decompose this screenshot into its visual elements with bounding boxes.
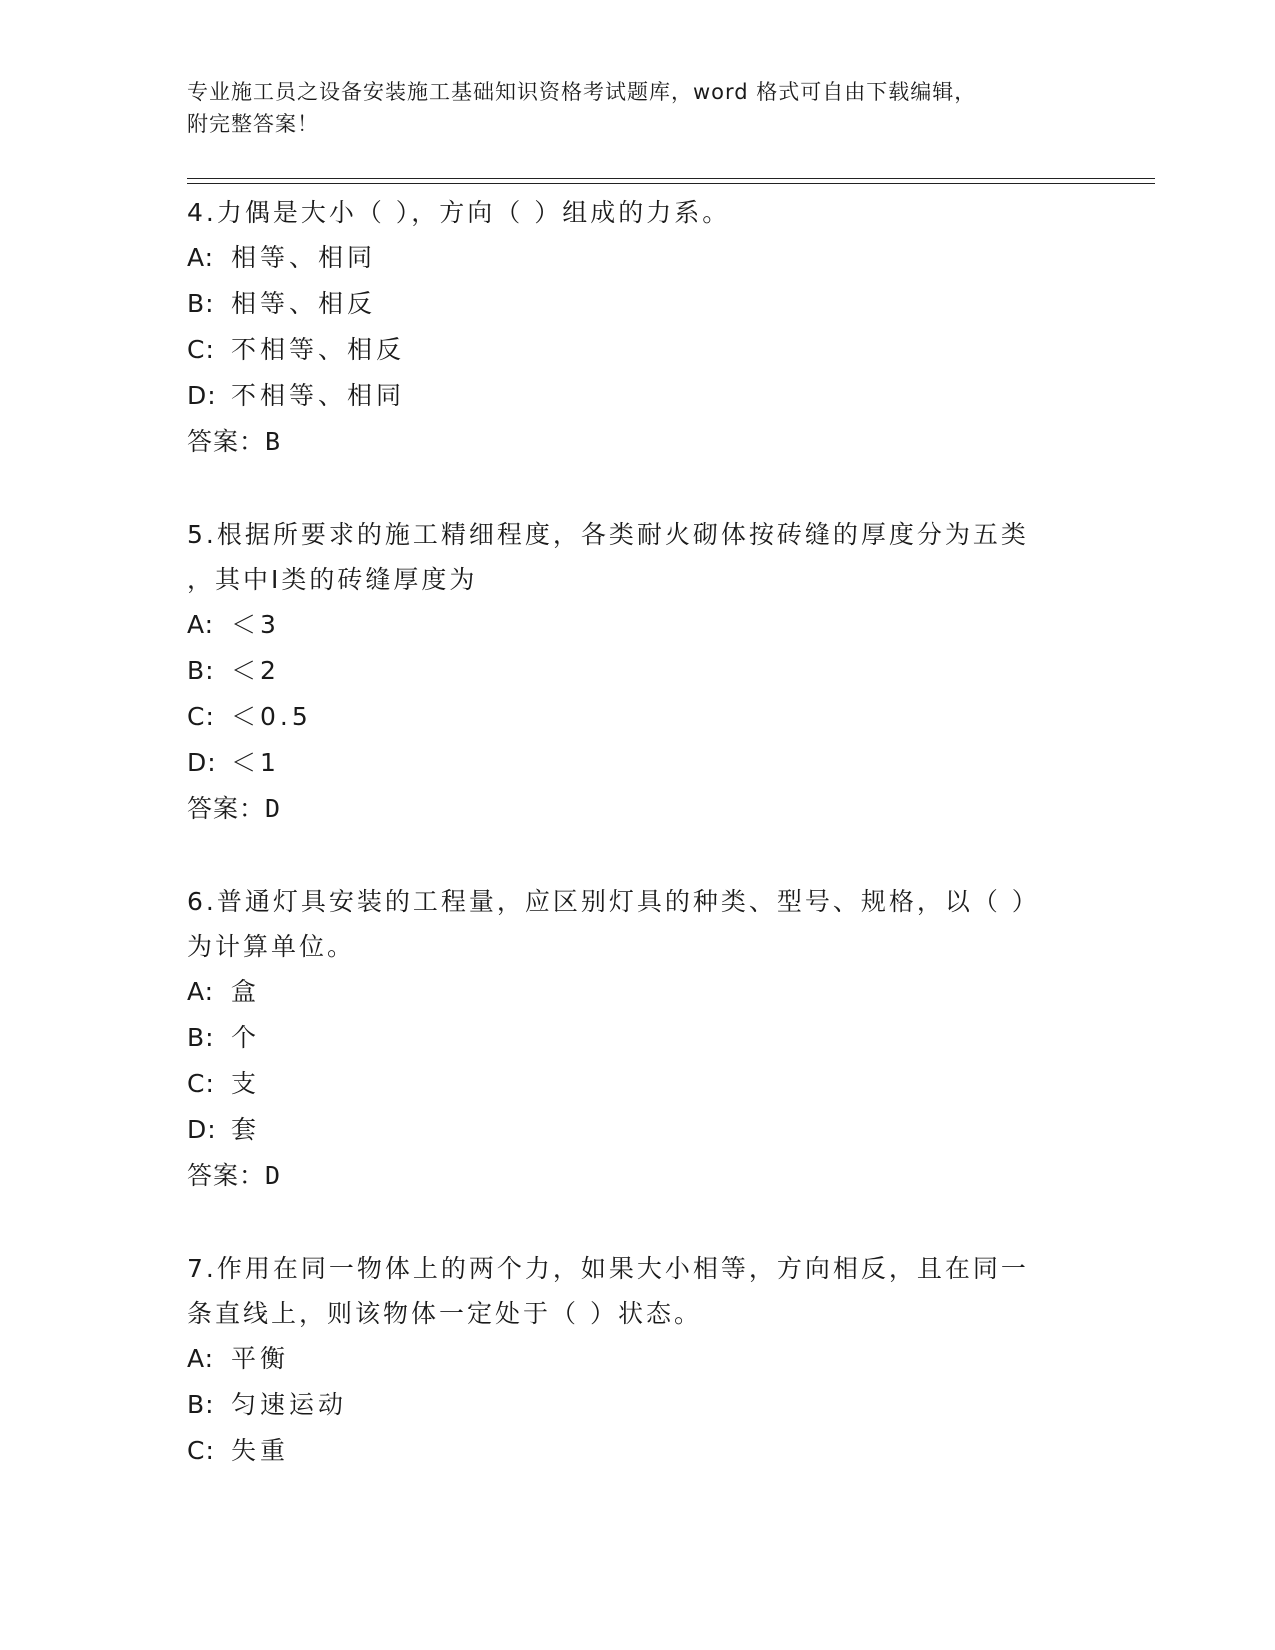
option-text: 不相等、相反	[231, 335, 406, 364]
option-c	[187, 1061, 1087, 1107]
option-d	[187, 1107, 1087, 1153]
option-text: 匀速运动	[231, 1390, 348, 1419]
option-key: B:	[187, 656, 215, 685]
option-key: A:	[187, 1344, 215, 1373]
header-line-1: 专业施工员之设备安装施工基础知识资格考试题库，word 格式可自由下载编辑，	[187, 80, 977, 104]
option-text: 套	[231, 1115, 261, 1144]
answer-value: B	[265, 427, 282, 456]
option-text: ＜0.5	[231, 702, 312, 731]
option-key: D:	[187, 1115, 217, 1144]
option-key: B:	[187, 1023, 215, 1052]
option-c	[187, 327, 1087, 373]
question-5	[187, 512, 1087, 832]
document-header	[187, 76, 1067, 140]
option-key: A:	[187, 977, 215, 1006]
header-divider-top	[187, 178, 1155, 179]
option-text: 平衡	[231, 1344, 290, 1373]
question-line: 6.普通灯具安装的工程量，应区别灯具的种类、型号、规格，以（ ）	[187, 887, 1040, 916]
option-a	[187, 602, 1087, 648]
option-text: 不相等、相同	[231, 381, 406, 410]
answer-label: 答案：	[187, 427, 266, 456]
question-line: 条直线上，则该物体一定处于（ ）状态。	[187, 1299, 702, 1328]
question-line: 4.力偶是大小（ ），方向（ ）组成的力系。	[187, 198, 731, 227]
question-line: 7.作用在同一物体上的两个力，如果大小相等，方向相反，且在同一	[187, 1254, 1029, 1283]
option-key: C:	[187, 335, 215, 364]
question-4	[187, 190, 1087, 465]
question-line: 为计算单位。	[187, 932, 356, 961]
option-b	[187, 648, 1087, 694]
option-text: 个	[231, 1023, 261, 1052]
option-b	[187, 281, 1087, 327]
header-divider-bottom	[187, 183, 1155, 184]
option-b	[187, 1382, 1087, 1428]
option-key: A:	[187, 243, 215, 272]
option-text: ＜2	[231, 656, 280, 685]
question-7	[187, 1246, 1087, 1474]
header-line-2: 附完整答案！	[187, 112, 319, 136]
question-list	[187, 190, 1087, 1521]
answer-value: D	[265, 1161, 282, 1190]
option-key: C:	[187, 1436, 215, 1465]
option-key: B:	[187, 289, 215, 318]
option-text: 盒	[231, 977, 261, 1006]
option-key: A:	[187, 610, 215, 639]
option-text: 支	[231, 1069, 261, 1098]
question-text	[187, 1246, 1087, 1336]
option-c	[187, 1428, 1087, 1474]
option-b	[187, 1015, 1087, 1061]
answer-label: 答案：	[187, 794, 266, 823]
answer-line	[187, 419, 1087, 465]
question-text	[187, 879, 1087, 969]
option-text: 失重	[231, 1436, 290, 1465]
option-a	[187, 969, 1087, 1015]
option-d	[187, 740, 1087, 786]
answer-label: 答案：	[187, 1161, 266, 1190]
option-key: C:	[187, 1069, 215, 1098]
question-line: 5.根据所要求的施工精细程度，各类耐火砌体按砖缝的厚度分为五类	[187, 520, 1029, 549]
question-text	[187, 512, 1087, 602]
option-key: D:	[187, 381, 217, 410]
option-key: B:	[187, 1390, 215, 1419]
answer-line	[187, 786, 1087, 832]
question-text	[187, 190, 1087, 235]
question-line: ，其中Ⅰ类的砖缝厚度为	[187, 565, 478, 594]
option-a	[187, 235, 1087, 281]
answer-line	[187, 1153, 1087, 1199]
option-d	[187, 373, 1087, 419]
option-key: D:	[187, 748, 217, 777]
option-a	[187, 1336, 1087, 1382]
option-text: 相等、相反	[231, 289, 377, 318]
option-text: ＜3	[231, 610, 280, 639]
answer-value: D	[265, 794, 282, 823]
question-6	[187, 879, 1087, 1199]
option-key: C:	[187, 702, 215, 731]
option-c	[187, 694, 1087, 740]
option-text: ＜1	[231, 748, 280, 777]
option-text: 相等、相同	[231, 243, 377, 272]
